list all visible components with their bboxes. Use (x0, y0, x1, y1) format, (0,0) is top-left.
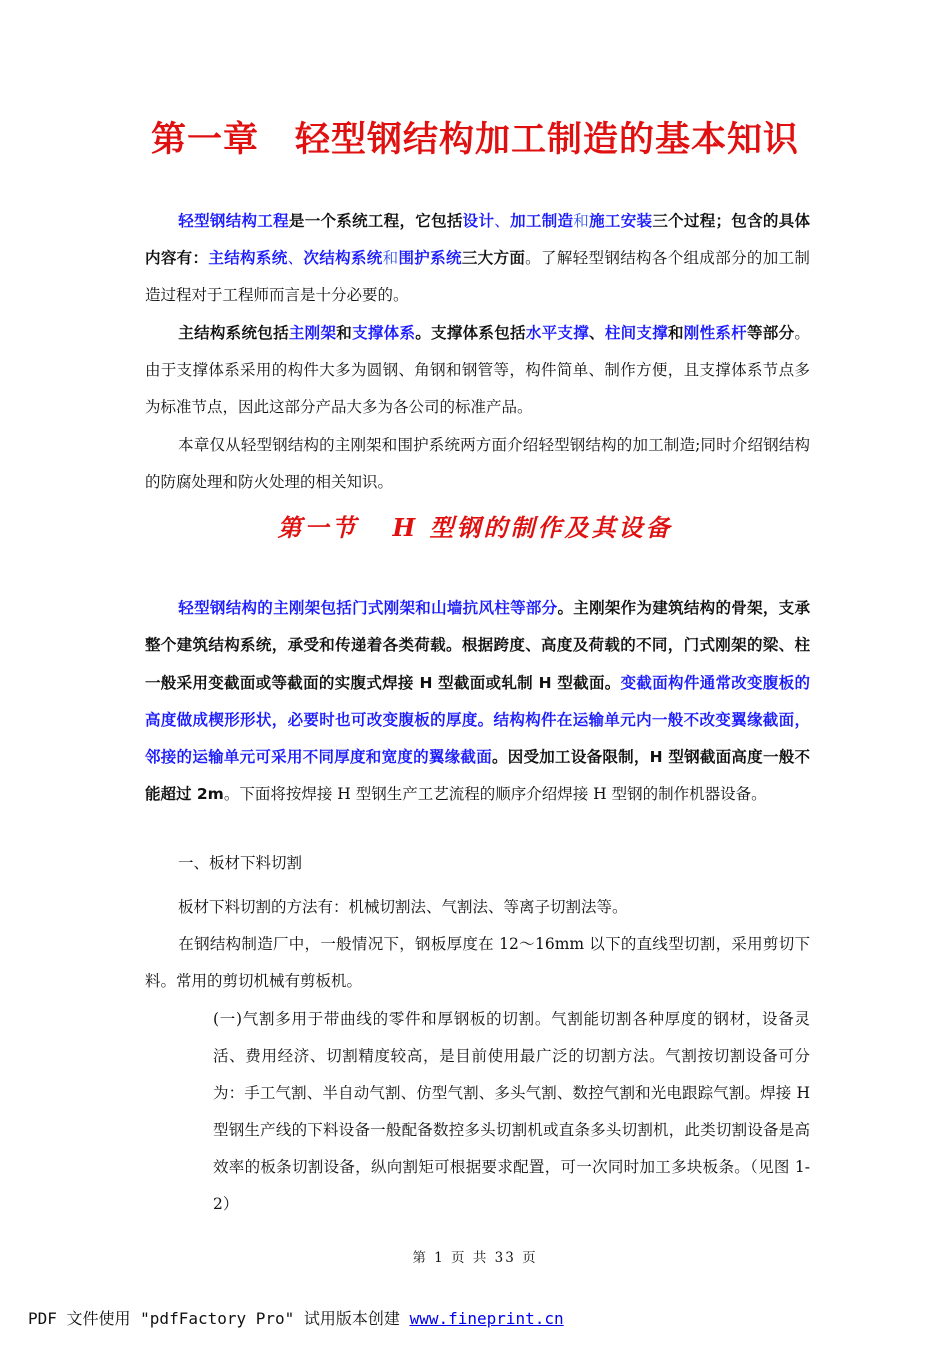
pdf-footer (28, 1306, 564, 1329)
footer-text: PDF 文件使用 "pdfFactory Pro" 试用版本创建 (28, 1309, 410, 1328)
text-run: 轻型钢结构的主刚架包括门式刚架和山墙抗风柱等部分 (178, 599, 558, 617)
list-marker: (一) (213, 1010, 243, 1028)
paragraph-main-structure (145, 315, 810, 426)
text-run: 。了解轻型钢结构各个组成部分的加工制造过程对于工程师而言是十分必要的。 (145, 249, 810, 304)
term-rigid-tie: 刚性系杆 (683, 324, 747, 342)
text-run: 、 (287, 249, 304, 267)
text-run: 气割多用于带曲线的零件和厚钢板的切割。气割能切割各种厚度的钢材，设备灵活、费用经济、切割精度较高，是目前使用最广泛的切割方法。气割按切割设备可分为：手工气割、半自动气割、仿型气割、多头气割、数控气割和光电跟踪气割。焊接 H 型钢生产线的下料设备一般配备数控多头切割机或直条多头切割机，此类切割设备是高效率的板条切割设备，纵向割矩可根据要求配置，可一次同时加工多块板条。（见图 1-2） (213, 1010, 810, 1213)
term-enclosure: 围护系统 (398, 249, 462, 267)
text-run: 和 (668, 324, 684, 342)
text-run: 三个过程；包含的具体内容有： (145, 212, 810, 267)
text-run: 变截面构件通常改变腹板的高度做成楔形形状，必要时也可改变腹板的厚度。结构构件在运输单元内一般不改变翼缘截面，邻接的运输单元可采用不同厚度和宽度的翼缘截面 (145, 673, 810, 767)
term-manufacture: 加工制造 (510, 212, 574, 230)
paragraph-main-frame (145, 590, 810, 814)
text-run: 和 (336, 324, 353, 342)
text-run: 、 (494, 212, 511, 230)
section-number: 第一节 (277, 513, 359, 542)
text-run: 。支撑体系包括 (415, 324, 526, 342)
paragraph-chapter-scope (145, 427, 810, 501)
text-run: 。由于支撑体系采用的构件大多为圆钢、角钢和钢管等，构件简单、制作方便，且支撑体系节点多为标准节点，因此这部分产品大多为各公司的标准产品。 (145, 324, 810, 416)
subheading-plate-cutting: 一、板材下料切割 (178, 854, 303, 872)
text-run: 和 (382, 249, 399, 267)
text-run: 和 (573, 212, 590, 230)
text-run: 本章仅从轻型钢结构的主刚架和围护系统两方面介绍轻型钢结构的加工制造;同时介绍钢结构的防腐处理和防火处理的相关知识。 (145, 436, 810, 491)
text-run: 三大方面 (461, 249, 526, 267)
term-horizontal-bracing: 水平支撑 (525, 324, 590, 342)
text-run: 等部分 (746, 324, 795, 342)
paragraph-intro (145, 203, 810, 314)
term-installation: 施工安装 (589, 212, 653, 230)
term-bracing: 支撑体系 (352, 324, 416, 342)
text-run: 、 (589, 324, 605, 342)
page-number: 第 1 页 共 33 页 (412, 1250, 538, 1266)
term-light-steel: 轻型钢结构工程 (178, 212, 289, 230)
chapter-title (0, 112, 950, 162)
chapter-name: 轻型钢结构加工制造的基本知识 (295, 120, 800, 160)
text-run: 。下面将按焊接 H 型钢生产工艺流程的顺序介绍焊接 H 型钢的制作机器设备。 (223, 785, 767, 804)
term-main-structure: 主结构系统 (208, 249, 288, 267)
text-run: 主结构系统包括 (178, 324, 289, 342)
section-title (0, 508, 950, 543)
term-main-frame: 主刚架 (288, 324, 337, 342)
text-run: 板材下料切割的方法有：机械切割法、气割法、等离子切割法等。 (178, 898, 628, 916)
paragraph-shearing (145, 926, 810, 1000)
list-item-gas-cutting (213, 1001, 810, 1223)
fineprint-link[interactable]: www.fineprint.cn (409, 1309, 564, 1328)
section-name: H 型钢的制作及其设备 (392, 513, 673, 542)
chapter-number: 第一章 (150, 120, 259, 160)
text-run: 。主刚架作为建筑结构的骨架，支承整个建筑结构系统，承受和传递着各类荷载。根据跨度、高度及荷载的不同，门式刚架的梁、柱一般采用变截面或等截面的实腹式焊接 H 型截面或轧制 H 型截面。 (145, 599, 810, 692)
paragraph-cutting-methods (145, 889, 810, 926)
text-run: 在钢结构制造厂中，一般情况下，钢板厚度在 12～16mm 以下的直线型切割，采用剪切下料。常用的剪切机械有剪板机。 (145, 935, 810, 990)
term-secondary-structure: 次结构系统 (303, 249, 383, 267)
text-run: 。因受加工设备限制，H 型钢截面高度一般不能超过 2m (145, 748, 810, 804)
term-column-bracing: 柱间支撑 (604, 324, 668, 342)
term-design: 设计 (462, 212, 495, 230)
text-run: 是一个系统工程，它包括 (288, 212, 463, 230)
